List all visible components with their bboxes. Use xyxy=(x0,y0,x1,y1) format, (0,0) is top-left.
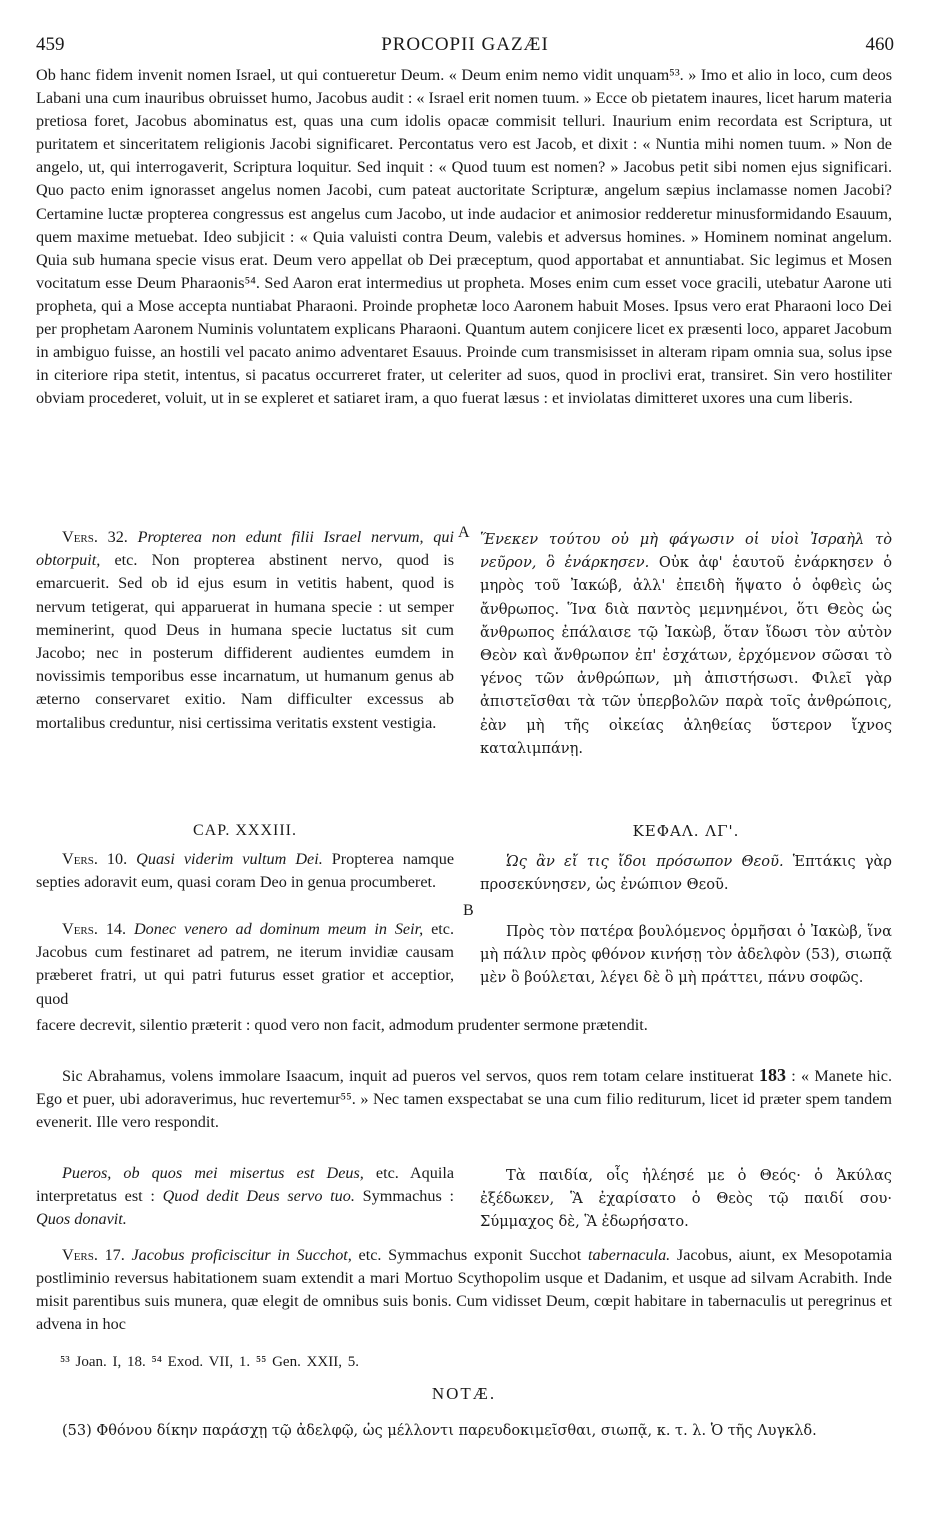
running-title: PROCOPII GAZÆI xyxy=(381,34,549,55)
pueros-greek xyxy=(480,1164,892,1234)
greek-text: Πρὸς τὸν πατέρα βουλόμενος ὁρμῆσαι ὁ Ἰακὼβ, ἵνα μὴ πάλιν πρὸς φθόνον κινήσῃ τὸν ἀδελφὸν (53), σιωπᾷ μὲν ὃ βούλεται, λέγει δὲ ὃ μὴ πράττει, πάνυ σοφῶς. xyxy=(480,923,892,987)
notae-text xyxy=(36,1420,892,1442)
footnotes: ⁵³ Joan. I, 18. ⁵⁴ Exod. VII, 1. ⁵⁵ Gen. XXII, 5. xyxy=(60,1354,359,1370)
abraham-paragraph xyxy=(36,1064,892,1134)
greek-text: Ἑπτάκις γὰρ προσεκύνησεν, ὡς ἐνώπιον Θεοῦ. xyxy=(480,853,892,894)
verse-label: Vers. 17. xyxy=(62,1246,125,1264)
verse-lemma: Jacobus proficiscitur in Succhot, xyxy=(131,1246,352,1264)
verse-text-cont: facere decrevit, silentio præterit : quod vero non facit, admodum prudenter sermone prætendit. xyxy=(36,1016,648,1034)
verse-text: Symmachus : xyxy=(362,1187,455,1206)
verse-label: Vers. 32. xyxy=(62,528,128,546)
verse-quote: Quod dedit Deus servo tuo. xyxy=(162,1187,355,1206)
chapter-heading-greek: ΚΕΦΑΛ. ΛΓ'. xyxy=(632,822,740,840)
page-number-right: 460 xyxy=(865,34,894,55)
vers10-greek xyxy=(480,850,892,896)
page-number-left: 459 xyxy=(36,34,65,55)
vers14-greek xyxy=(480,920,892,990)
vers10-latin xyxy=(36,848,454,894)
top-paragraph xyxy=(36,64,892,410)
verse-label: Vers. 10. xyxy=(62,850,128,868)
vers14-latin xyxy=(36,918,454,1011)
top-paragraph-text: Ob hanc fidem invenit nomen Israel, ut qui contueretur Deum. « Deum enim nemo vidit unquam⁵³. » Imo et alio in loco, cum deos Labani una cum inauribus obruisset humo, Jacobus audit : « Israel erit nomen tuum. » Ecce ob pietatem inaures, licet harum materia pretiosa foret, Jacobus abominatus est, quas una cum idolis opacæ commisit telluri. Inaurium enim recordata est Scriptura, ut puritatem et sinceritatem religionis Jacobi significaret. Percontatus vero est Jacob, et dixit : « Nuntia mihi nomen tuum. » Non de angelo, ut, qui interrogaverit, Scriptura loquitur. Sed inquit : « Quod tuum est nomen? » Jacobus petit sibi nomen ejus significari. Quo pacto enim ignorasset angelus nomen Jacobi, cum pateat auctoritate Scripturæ, angelum sæpius inclamasse nomen Jacobi? Certamine luctæ propterea congressus est angelus cum Jacobo, ut inde audacior et animosior redderetur minusformidando Esauum, quem maxime metuebat. Ideo subjicit : « Quia valuisti contra Deum, valebis et adversus homines. » Hominem nominat angelum. Quia sub humana specie visus erat. Deum vero appellat ob Dei præceptum, quod apportabat et annuntiabat. Sic legimus et Mosen vocitatum esse Deum Pharaonis⁵⁴. Sed Aaron erat intermedius ut propheta. Moses enim cum esset voce gracili, utebatur Aarone uti propheta, qui a Mose accepta nuntiabat Pharaoni. Proinde prophetæ loco Aaronem habuit Moses. Ipsus vero erat Pharaoni loco Dei per prophetam Aaronem Numinis voluntatem explicans Pharaoni. Quantum autem conjicere licet ex præsenti loco, apparet Jacobum in ambiguo fuisse, an hostili vel pacato animo adventaret Esauus. Proinde cum transmisisset in alteram ripam omnia sua, solus ipse in citeriore ripa stetit, intentus, si pacatus occurreret frater, ut celeriter ad suos, quod in proclivi erat, transiret. Sin vero hostiliter obviam procederet, voluit, ut in se expleret et satiaret iram, a quo fuerat læsus : et inviolatas dimitteret uxores una cum liberis. xyxy=(36,66,892,408)
pueros-latin xyxy=(36,1162,454,1232)
vers14-continuation xyxy=(36,1014,892,1037)
greek-text: Οὐκ ἀφ' ἑαυτοῦ ἐνάρκησεν ὁ μηρὸς τοῦ Ἰακώβ, ἀλλ' ἐπειδὴ ἥψατο ὁ ὀφθεὶς ὡς ἄνθρωπος. Ἵνα διὰ παντὸς μεμνημένοι, ὅτι Θεὸς ὡς ἄνθρωπος ἐπάλαισε τῷ Ἰακὼβ, ὅταν ἴδωσι τὸν αὐτὸν Θεὸν καὶ ἄνθρωπον ἐπ' ἐσχάτων, ἐρχόμενον σῶσαι τὸ γένος τῶν ἀνθρώπων, μὴ ἀπιστήσωσι. Φιλεῖ γὰρ ἀπιστεῖσθαι τὰ τῶν ὑπερβολῶν παρὰ τοῖς ἀνθρώποις, ἐὰν μὴ τῆς οἰκείας ἀληθείας ὕστερον ἴχνος καταλιμπάνῃ. xyxy=(480,554,892,757)
running-header xyxy=(36,34,894,60)
verse-text: etc. Jacobus cum festinaret ad patrem, ne iterum invidiæ causam præberet fratri, ut qui patri futurus esset gratior et acceptior, quod xyxy=(36,920,455,1008)
verse-lemma: Propterea non edunt filii Israel nervum, qui obtorpuit, xyxy=(36,528,454,570)
verse-text: Propterea namque septies adoravit eum, quasi coram Deo in genua procumberet. xyxy=(36,850,455,892)
verse-label: Vers. 14. xyxy=(62,920,127,938)
paragraph-text: : « Manete hic. Ego et puer, ubi adoraverimus, huc revertemur⁵⁵. » Nec tamen exspectabat se una cum filio rediturum, licet id præter spem tandem evenerit. Ille vero respondit. xyxy=(36,1067,892,1132)
verse-quote: tabernacula. xyxy=(587,1246,671,1264)
verse-text: Jacobus, aiunt, ex Mesopotamia postliminio reversus habitationem suam extendit a mari Mortuo Scythopolim usque et Dadanim, et usque ad silvam Acrabith. Inde misit parentibus suis munera, quæ elegit de omnibus suis bonis. Cum vidisset Deum, cœpit habitare in tabernaculis ut peregrinus et advena in hoc xyxy=(36,1246,893,1334)
note-text: (53) Φθόνου δίκην παράσχῃ τῷ ἀδελφῷ, ὡς μέλλοντι παρευδοκιμεῖσθαι, σιωπᾷ, κ. τ. λ. Ὁ τῆς Λυγκλδ. xyxy=(62,1423,817,1439)
vers32-latin xyxy=(36,526,454,735)
verse-text: etc. Aquila interpretatus est : xyxy=(36,1164,455,1206)
verse-text: etc. Symmachus exponit Succhot xyxy=(358,1246,582,1264)
greek-text: Τὰ παιδία, οἷς ἠλέησέ με ὁ Θεός· ὁ Ἀκύλας ἐξέδωκεν, Ἃ ἐχαρίσατο ὁ Θεὸς τῷ παιδί σου· Σύμμαχος δὲ, Ἃ ἐδωρήσατο. xyxy=(480,1167,892,1231)
greek-lemma: Ὡς ἂν εἴ τις ἴδοι πρόσωπον Θεοῦ. xyxy=(506,853,784,870)
verse-text: etc. Non propterea abstinent nervo, quod is emarcuerit. Sed ob id ejus esum in vetitis habent, quod is nervum tetigerat, qui apparuerat in humana specie : ut semper meminerint, quod Deus in humana specie luctatus sit cum Jacobo; nec in posterum diffiderent audientes eumdem in novissimis temporibus esse incarnatum, ut humanum genus ab æterno conservaret exitio. Nam difficulter excessus ab mortalibus creduntur, nisi certissima veritatis exstent vestigia. xyxy=(36,551,454,732)
verse-lemma: Quasi viderim vultum Dei. xyxy=(136,850,323,868)
vers32-greek xyxy=(480,528,892,760)
verse-quote: Quos donavit. xyxy=(36,1210,127,1229)
column-number: 183 xyxy=(759,1065,786,1085)
margin-letter-b: B xyxy=(463,902,474,919)
margin-letter-a: A xyxy=(458,524,470,541)
vers17-paragraph xyxy=(36,1244,892,1336)
notae-heading: NOTÆ. xyxy=(431,1384,497,1403)
verse-lemma: Pueros, ob quos mei misertus est Deus, xyxy=(62,1164,364,1182)
greek-lemma: Ἕνεκεν τούτου οὐ μὴ φάγωσιν οἱ υἱοὶ Ἰσραὴλ τὸ νεῦρον, ὃ ἐνάρκησεν. xyxy=(480,531,892,572)
verse-lemma: Donec venero ad dominum meum in Seir, xyxy=(133,920,424,938)
paragraph-text: Sic Abrahamus, volens immolare Isaacum, inquit ad pueros vel servos, quos rem totam celare instituerat xyxy=(62,1067,754,1085)
chapter-heading-latin: CAP. XXXIII. xyxy=(193,822,297,839)
